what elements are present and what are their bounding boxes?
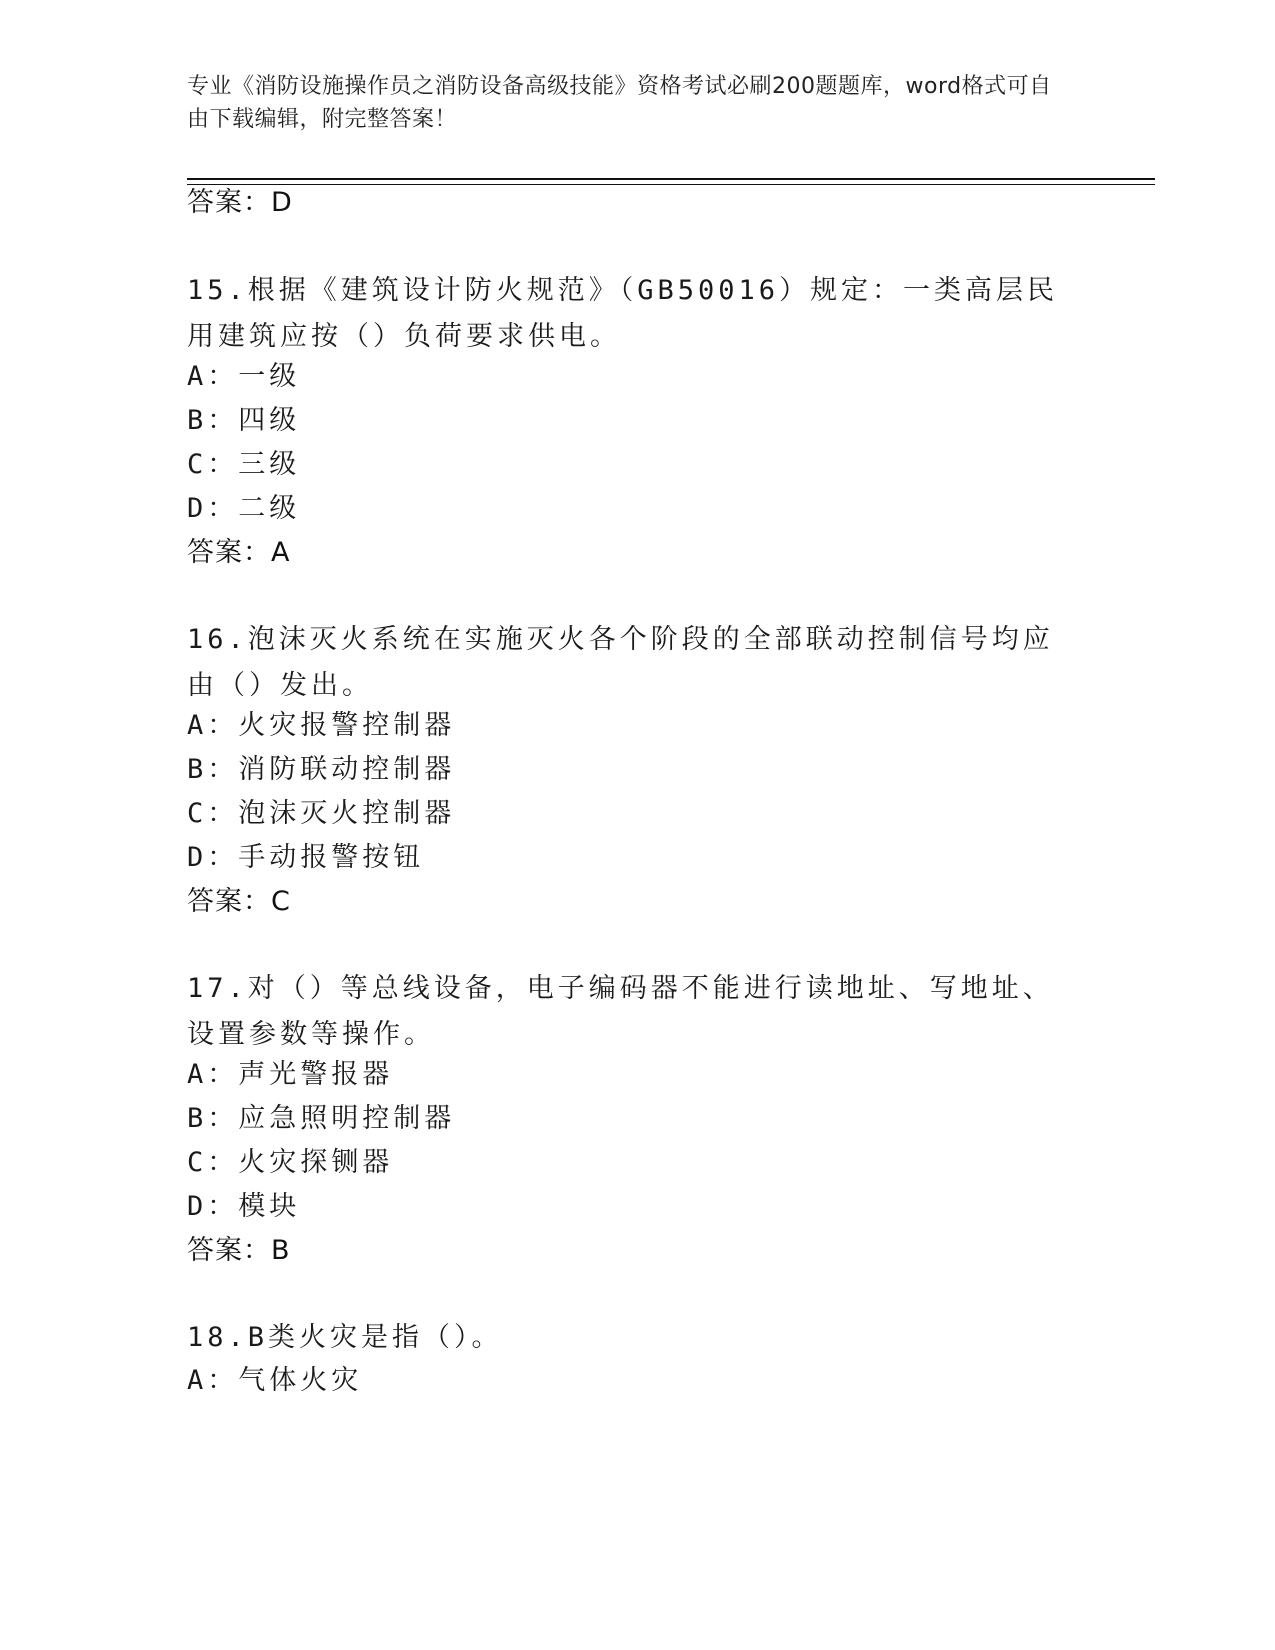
question-15-stem: 15.根据《建筑设计防火规范》（GB50016）规定：一类高层民用建筑应按（）负荷要求供电。 <box>187 275 1059 352</box>
question-15-option-d: D：二级 <box>187 493 301 524</box>
question-16-option-a: A：火灾报警控制器 <box>187 710 456 741</box>
question-18-stem: 18.B类火灾是指（）。 <box>187 1322 503 1353</box>
question-16-stem: 16.泡沫灭火系统在实施灭火各个阶段的全部联动控制信号均应由（）发出。 <box>187 624 1054 701</box>
header-rule-thin <box>187 184 1155 185</box>
question-16-option-d: D：手动报警按钮 <box>187 842 425 873</box>
question-17-stem: 17.对（）等总线设备，电子编码器不能进行读地址、写地址、设置参数等操作。 <box>187 973 1054 1050</box>
question-16-option-c: C：泡沫灭火控制器 <box>187 798 456 829</box>
question-15-option-a: A：一级 <box>187 361 301 392</box>
question-17-option-a: A：声光警报器 <box>187 1059 394 1090</box>
question-17-option-d: D：模块 <box>187 1191 301 1222</box>
question-17-option-c: C：火灾探铡器 <box>187 1147 394 1178</box>
question-18-option-a: A：气体火灾 <box>187 1365 363 1396</box>
previous-answer: 答案：D <box>187 187 293 218</box>
question-17-option-b: B：应急照明控制器 <box>187 1103 456 1134</box>
document-header: 专业《消防设施操作员之消防设备高级技能》资格考试必刷200题题库，word格式可自由下载编辑，附完整答案！ <box>187 74 1052 132</box>
question-15-answer: 答案：A <box>187 537 291 568</box>
question-17-answer: 答案：B <box>187 1235 291 1266</box>
question-16-option-b: B：消防联动控制器 <box>187 754 456 785</box>
question-15-option-c: C：三级 <box>187 449 301 480</box>
question-16-answer: 答案：C <box>187 886 291 917</box>
header-rule-thick <box>187 178 1155 180</box>
question-15-option-b: B：四级 <box>187 405 301 436</box>
